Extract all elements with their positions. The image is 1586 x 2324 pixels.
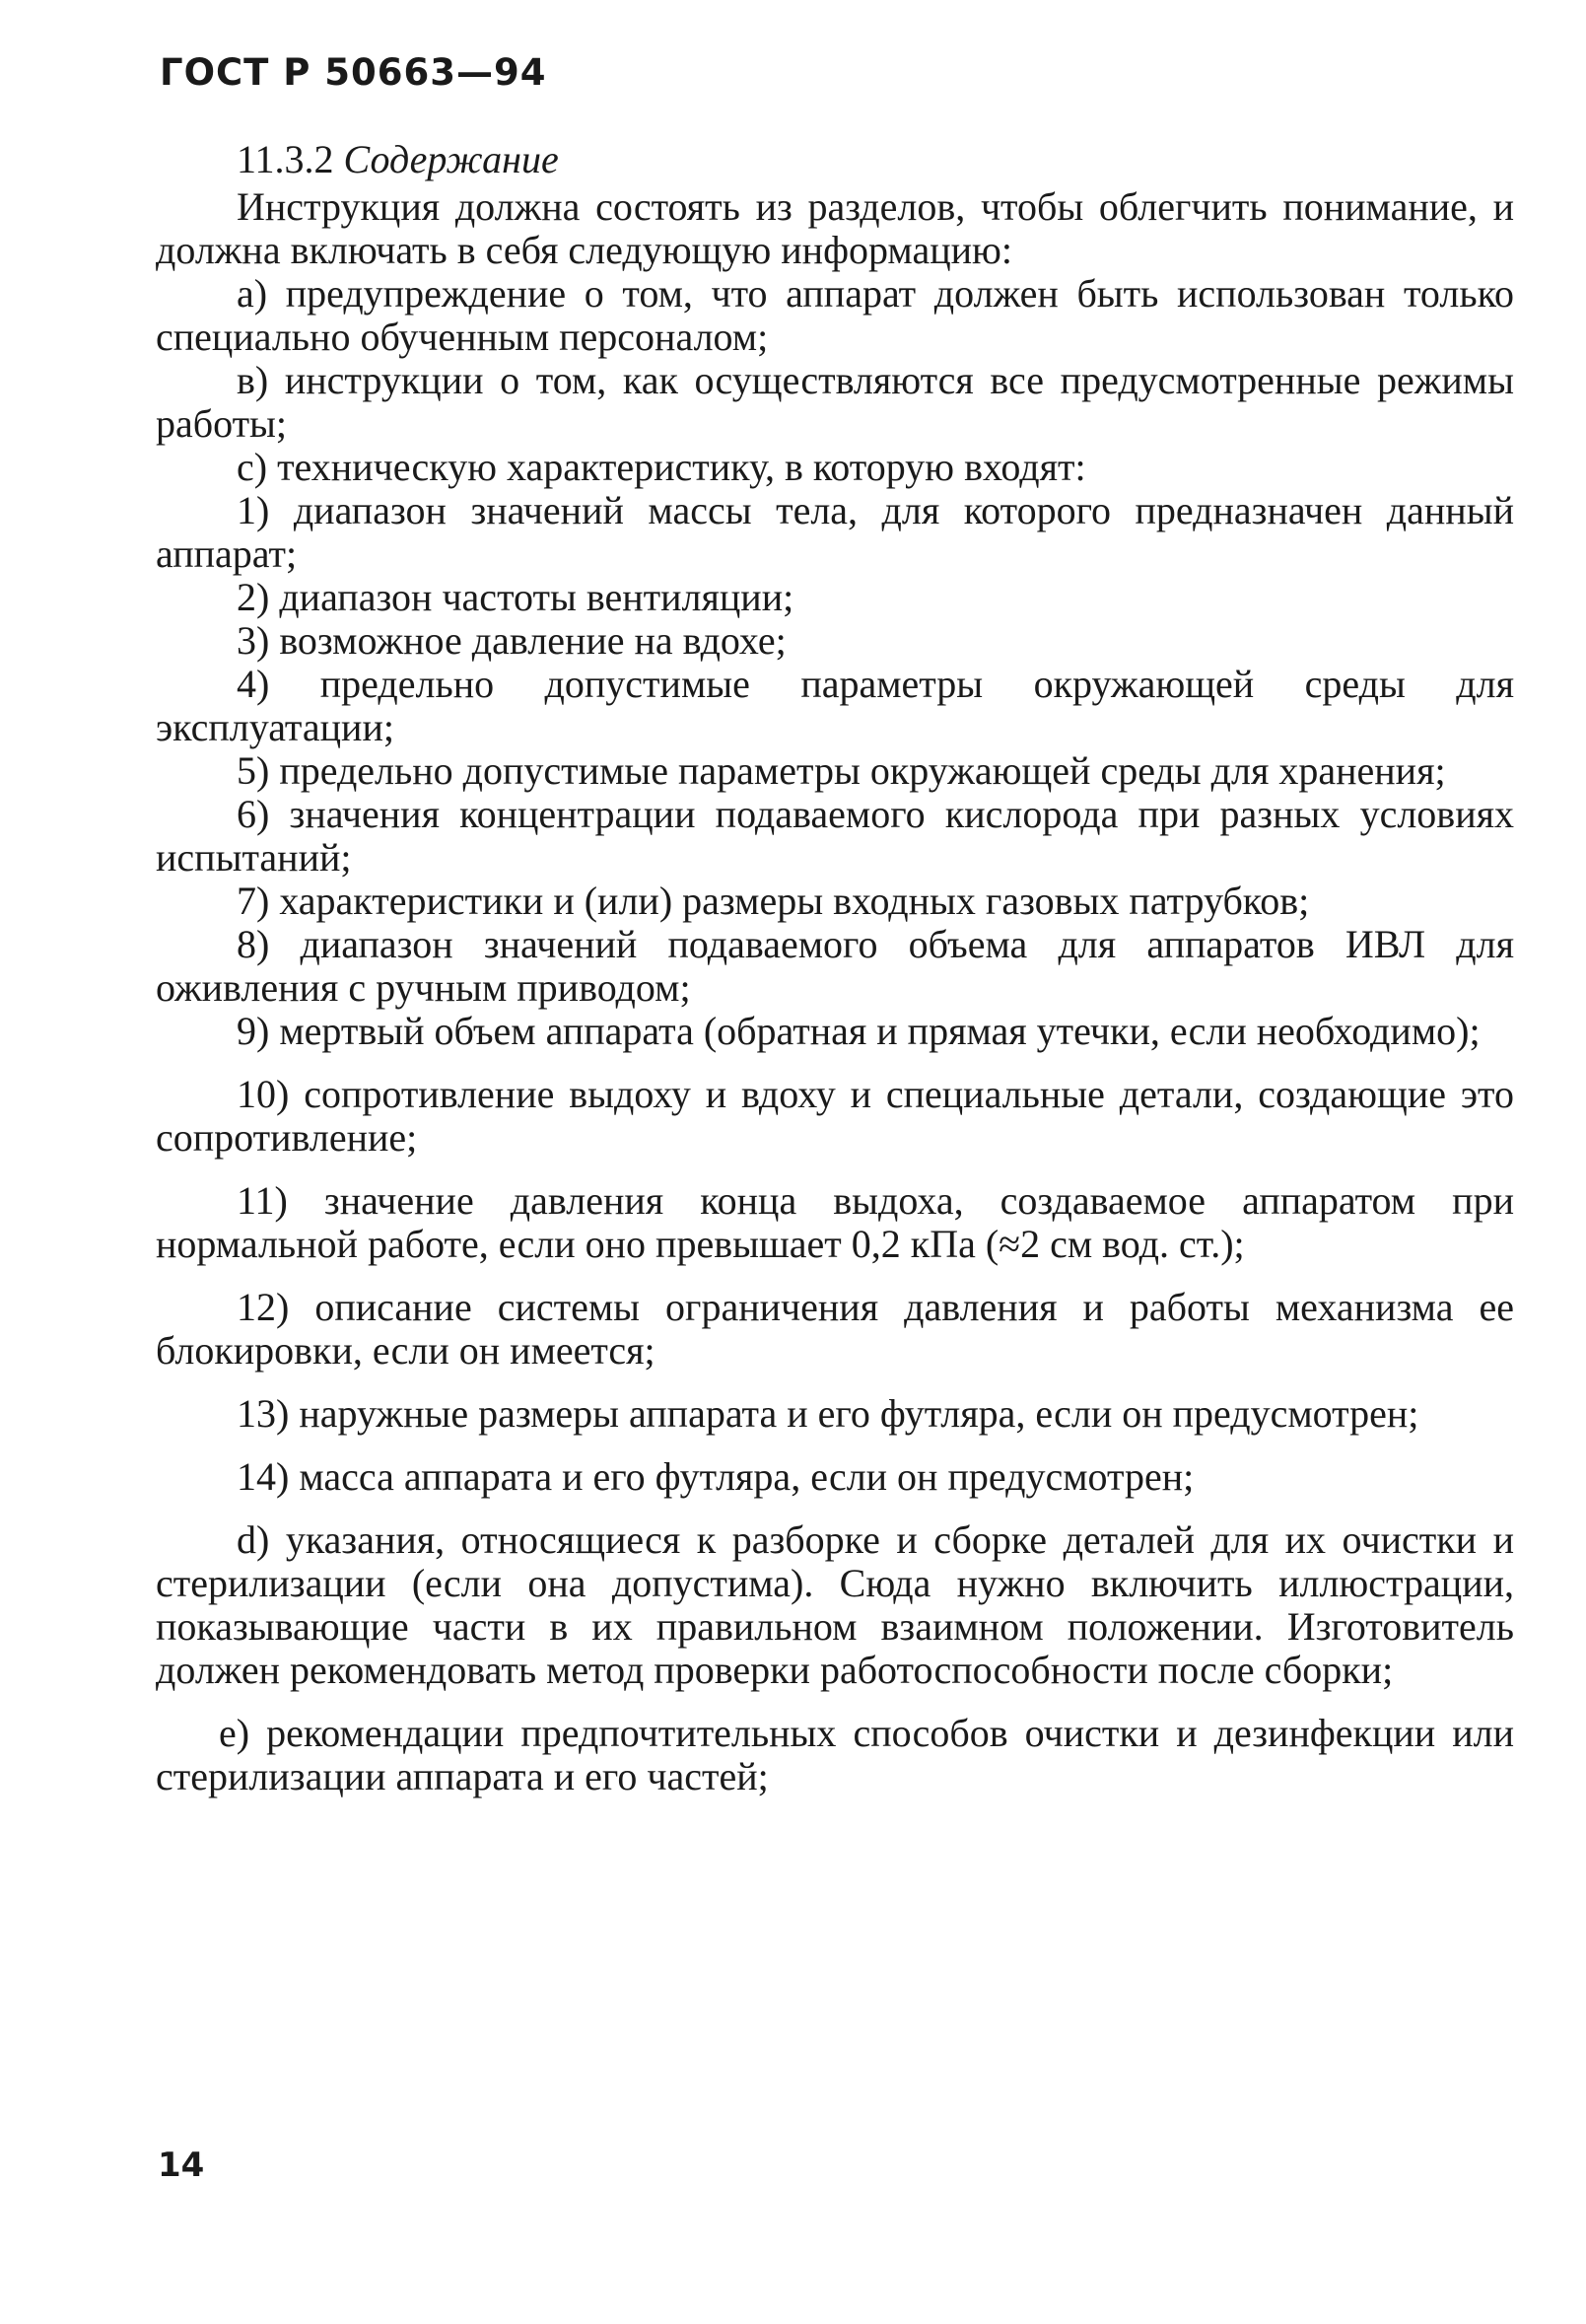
list-item-10: 10) сопротивление выдоху и вдоху и специальные детали, создающие это сопротивление; bbox=[156, 1072, 1514, 1160]
list-item-c: с) техническую характеристику, в которую входят: bbox=[237, 445, 1086, 489]
list-item-2: 2) диапазон частоты вентиляции; bbox=[237, 575, 794, 619]
list-item-7: 7) характеристики и (или) размеры входных газовых патрубков; bbox=[237, 879, 1310, 923]
list-item-12: 12) описание системы ограничения давления и работы механизма ее блокировки, если он имеется; bbox=[156, 1285, 1514, 1373]
intro-paragraph: Инструкция должна состоять из разделов, чтобы облегчить понимание, и должна включать в себя следующую информацию: bbox=[156, 184, 1514, 272]
list-item-3: 3) возможное давление на вдохе; bbox=[237, 618, 787, 663]
list-item-a: а) предупреждение о том, что аппарат должен быть использован только специально обученным персоналом; bbox=[156, 271, 1514, 359]
list-item-d: d) указания, относящиеся к разборке и сборке деталей для их очистки и стерилизации (если она допустима). Сюда нужно включить иллюстрации, показывающие части в их правильном взаимном положении. Изготовитель должен рекомендовать метод проверки работоспособности после сборки; bbox=[156, 1517, 1514, 1692]
section-heading bbox=[237, 138, 1514, 181]
list-item-e: е) рекомендации предпочтительных способов очистки и дезинфекции или стерилизации аппарата и его частей; bbox=[156, 1711, 1514, 1798]
list-item-14: 14) масса аппарата и его футляра, если он предусмотрен; bbox=[237, 1454, 1195, 1499]
list-item-6: 6) значения концентрации подаваемого кислорода при разных условиях испытаний; bbox=[156, 792, 1514, 880]
list-item-4: 4) предельно допустимые параметры окружающей среды для эксплуатации; bbox=[156, 662, 1514, 749]
document-body bbox=[156, 138, 1514, 1798]
list-item-b: в) инструкции о том, как осуществляются все предусмотренные режимы работы; bbox=[156, 358, 1514, 446]
section-number: 11.3.2 bbox=[237, 137, 334, 181]
section-title: Содержание bbox=[343, 137, 559, 181]
list-item-5: 5) предельно допустимые параметры окружающей среды для хранения; bbox=[237, 748, 1446, 793]
document-header: ГОСТ Р 50663—94 bbox=[160, 51, 547, 94]
list-item-9: 9) мертвый объем аппарата (обратная и прямая утечки, если необходимо); bbox=[237, 1009, 1481, 1053]
list-item-13: 13) наружные размеры аппарата и его футляра, если он предусмотрен; bbox=[237, 1391, 1419, 1436]
list-item-8: 8) диапазон значений подаваемого объема для аппаратов ИВЛ для оживления с ручным приводом; bbox=[156, 922, 1514, 1010]
page-number: 14 bbox=[158, 2146, 205, 2185]
list-item-1: 1) диапазон значений массы тела, для которого предназначен данный аппарат; bbox=[156, 488, 1514, 576]
list-item-11: 11) значение давления конца выдоха, создаваемое аппаратом при нормальной работе, если оно превышает 0,2 кПа (≈2 см вод. ст.); bbox=[156, 1178, 1514, 1266]
